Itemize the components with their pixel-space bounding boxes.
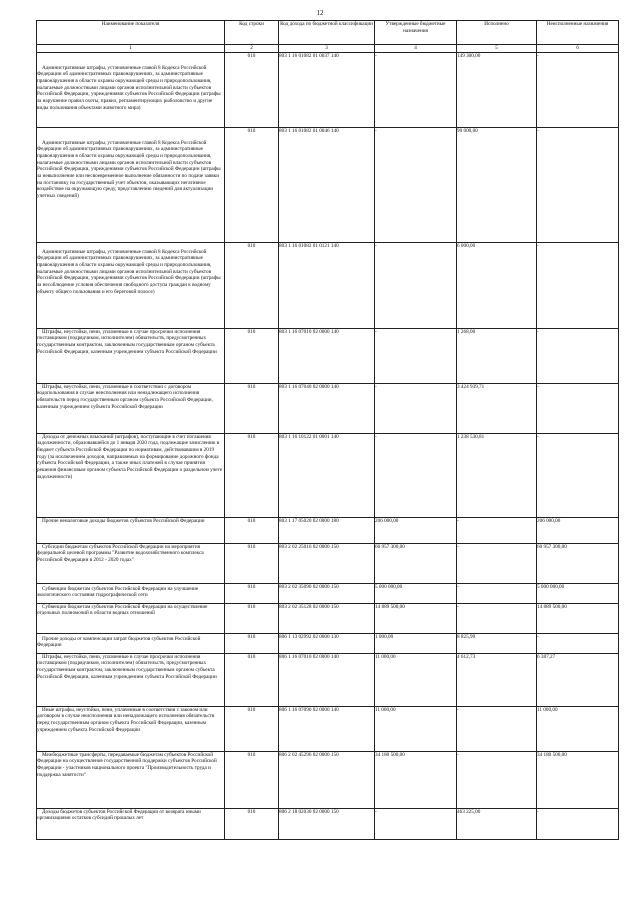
- line-code: 010: [225, 603, 279, 633]
- page-number: 12: [316, 9, 324, 17]
- approved-value: 11 000,00: [375, 706, 457, 751]
- executed-value: -: [457, 706, 537, 751]
- indicator-name: Штрафы, неустойки, пени, уплаченные в случае просрочки исполнения поставщиком (подрядчиком, исполнителем) обязательств, предусмотренных государственным контрактом, заключенным государственным органом субъекта Российской Федерации, казенным учреждением субъекта Российской Федерации: [37, 328, 217, 355]
- executed-value: 149 300,00: [457, 52, 537, 127]
- line-code: 010: [225, 433, 279, 517]
- indicator-name: Доходы от денежных взысканий (штрафов), поступающие в счет погашения задолженности, образовавшейся до 1 января 2020 года, подлежащие зачислению в бюджет субъекта Российской Федерации по нормативам, действовавшим в 2019 году (за исключением доходов, направляемых на формирование дорожного фонда субъекта Российской Федерации, а также иных платежей в случае принятия решения финансовым органом субъекта Российской Федерации о раздельном учете задолженности): [37, 433, 223, 480]
- approved-value: 206 000,00: [375, 517, 457, 543]
- budget-classification-code: 806 1 16 07010 02 0000 140: [279, 653, 375, 706]
- line-code: 010: [225, 543, 279, 583]
- indicator-name: Субвенции бюджетам субъектов Российской Федерации на улучшение экологического состояния гидрографической сети: [37, 585, 199, 599]
- budget-classification-code: 803 1 17 05020 02 0000 180: [279, 517, 375, 543]
- executed-value: 463 225,00: [457, 808, 537, 839]
- line-code: 010: [225, 706, 279, 751]
- indicator-name: Административные штрафы, установленные главой 8 Кодекса Российской Федерации об административных правонарушениях, за административные правонарушения в области охраны окружающей среды и природопользования, налагаемые должностными лицами органов исполнительной власти субъектов Российской Федерации, учреждениями субъектов Российской Федерации (штрафы за несоблюдение условия обеспечения свободного доступа граждан к водному объекту общего пользования и его береговой полосе): [37, 248, 221, 295]
- line-code: 010: [225, 653, 279, 706]
- table-row: [37, 751, 619, 808]
- unexecuted-value: -: [537, 633, 619, 653]
- unexecuted-value: 6 387,27: [537, 653, 619, 706]
- indicator-name: Административные штрафы, установленные главой 8 Кодекса Российской Федерации об административных правонарушениях, за административные правонарушения в области охраны окружающей среды и природопользования, налагаемые должностными лицами органов исполнительной власти субъектов Российской Федерации, учреждениями субъектов Российской Федерации (штрафы за невыполнение или несвоевременное выполнение обязанности по подаче заявки на постановку на государственный учет объектов, оказывающих негативное воздействие на окружающую среду, представлению сведений для актуализации учетных сведений): [37, 139, 221, 199]
- approved-value: 60 957 300,00: [375, 543, 457, 583]
- line-code: 010: [225, 328, 279, 383]
- column-number: 6: [537, 45, 619, 53]
- executed-value: 1 268,00: [457, 328, 537, 383]
- executed-value: -: [457, 517, 537, 543]
- executed-value: 90 000,00: [457, 127, 537, 242]
- indicator-name: Административные штрафы, установленные главой 8 Кодекса Российской Федерации об административных правонарушениях, за административные правонарушения в области охраны окружающей среды и природопользования, налагаемые должностными лицами органов исполнительной власти субъектов Российской Федерации, учреждениями субъектов Российской Федерации (штрафы за нарушение правил охоты, правил, регламентирующих рыболовство и другие виды пользования объектами животного мира): [37, 64, 221, 111]
- executed-value: -: [457, 583, 537, 603]
- column-header-line-code: Код строки: [225, 21, 279, 45]
- budget-classification-code: 803 2 02 35128 02 0000 150: [279, 603, 375, 633]
- unexecuted-value: 5 000 000,00: [537, 583, 619, 603]
- budget-classification-code: 806 1 16 07090 02 0000 140: [279, 706, 375, 751]
- executed-value: 6 000,00: [457, 242, 537, 328]
- executed-value: 1 238 530,81: [457, 433, 537, 517]
- table-row: [37, 517, 619, 543]
- budget-classification-code: 803 1 16 01082 01 0046 140: [279, 127, 375, 242]
- line-code: 010: [225, 633, 279, 653]
- approved-value: -: [375, 808, 457, 839]
- budget-classification-code: 803 1 16 01082 01 0121 140: [279, 242, 375, 328]
- column-number: 2: [225, 45, 279, 53]
- column-header-budget-code: Код дохода по бюджетной классификации: [279, 21, 375, 45]
- approved-value: 34 180 500,00: [375, 751, 457, 808]
- column-header-unexecuted: Неисполненные назначения: [537, 21, 619, 45]
- line-code: 010: [225, 383, 279, 433]
- budget-classification-code: 803 2 02 35090 02 0000 150: [279, 583, 375, 603]
- column-header-indicator: Наименование показателя: [37, 21, 225, 45]
- approved-value: -: [375, 242, 457, 328]
- indicator-name: Межбюджетные трансферты, передаваемые бюджетам субъектов Российской Федерации на осуществление государственной поддержки субъектов Российской Федерации - участников национального проекта "Производительность труда и поддержка занятости": [37, 751, 217, 778]
- header-row: [37, 21, 619, 45]
- indicator-name: Доходы бюджетов субъектов Российской Федерации от возврата иными организациями остатков субсидий прошлых лет: [37, 808, 201, 822]
- indicator-name: Штрафы, неустойки, пени, уплаченные в соответствии с договором водопользования в случае неисполнения или ненадлежащего исполнения обязательств перед государственным органом субъекта Российской Федерации, казенным учреждением субъекта Российской Федерации: [37, 383, 213, 410]
- column-number: 3: [279, 45, 375, 53]
- column-number-row: [37, 45, 619, 53]
- unexecuted-value: 14 889 500,00: [537, 603, 619, 633]
- approved-value: -: [375, 383, 457, 433]
- indicator-name: Иные штрафы, неустойки, пени, уплаченные в соответствии с законом или договором в случае неисполнения или ненадлежащего исполнения обязательств перед государственным органом субъекта Российской Федерации, казенным учреждением субъекта Российской Федерации: [37, 706, 215, 733]
- approved-value: -: [375, 433, 457, 517]
- indicator-name: Субвенции бюджетам субъектов Российской Федерации на осуществление отдельных полномочий в области водных отношений: [37, 603, 208, 617]
- column-number: 5: [457, 45, 537, 53]
- indicator-name: Прочие неналоговые доходы бюджетов субъектов Российской Федерации: [42, 517, 205, 524]
- budget-classification-code: 806 2 02 45296 02 0000 150: [279, 751, 375, 808]
- unexecuted-value: 60 957 300,00: [537, 543, 619, 583]
- unexecuted-value: -: [537, 242, 619, 328]
- approved-value: 5 000 000,00: [375, 583, 457, 603]
- table-row: [37, 603, 619, 633]
- approved-value: 11 000,00: [375, 653, 457, 706]
- executed-value: -: [457, 543, 537, 583]
- line-code: 010: [225, 517, 279, 543]
- executed-value: 4 612,73: [457, 653, 537, 706]
- table-row: [37, 242, 619, 328]
- budget-classification-code: 806 2 18 02030 02 0000 150: [279, 808, 375, 839]
- table-row: [37, 706, 619, 751]
- unexecuted-value: -: [537, 52, 619, 127]
- column-header-executed: Исполнено: [457, 21, 537, 45]
- approved-value: 1 000,00: [375, 633, 457, 653]
- budget-classification-code: 806 1 13 02992 02 0000 130: [279, 633, 375, 653]
- table-row: [37, 52, 619, 127]
- approved-value: -: [375, 52, 457, 127]
- revenue-report-table: [36, 20, 619, 840]
- approved-value: -: [375, 328, 457, 383]
- table-row: [37, 808, 619, 839]
- unexecuted-value: 11 000,00: [537, 706, 619, 751]
- unexecuted-value: 206 000,00: [537, 517, 619, 543]
- line-code: 010: [225, 583, 279, 603]
- budget-classification-code: 803 2 02 25016 02 0000 150: [279, 543, 375, 583]
- unexecuted-value: -: [537, 127, 619, 242]
- approved-value: -: [375, 127, 457, 242]
- column-number: 1: [37, 45, 225, 53]
- line-code: 010: [225, 52, 279, 127]
- budget-classification-code: 803 1 16 07040 02 0000 140: [279, 383, 375, 433]
- budget-classification-code: 803 1 16 07010 02 0000 140: [279, 328, 375, 383]
- table-row: [37, 433, 619, 517]
- table-row: [37, 383, 619, 433]
- table-row: [37, 633, 619, 653]
- indicator-name: Прочие доходы от компенсации затрат бюджетов субъектов Российской Федерации: [37, 635, 201, 649]
- table-row: [37, 583, 619, 603]
- column-header-approved: Утвержденные бюджетные назначения: [375, 21, 457, 45]
- unexecuted-value: -: [537, 383, 619, 433]
- table-row: [37, 543, 619, 583]
- budget-classification-code: 803 1 16 10122 01 0001 140: [279, 433, 375, 517]
- executed-value: -: [457, 751, 537, 808]
- indicator-name: Субсидии бюджетам субъектов Российской Федерации на мероприятия федеральной целевой программы "Развитие водохозяйственного комплекса Российской Федерации в 2012 - 2020 годах": [37, 543, 204, 563]
- table-row: [37, 328, 619, 383]
- executed-value: -: [457, 603, 537, 633]
- executed-value: 8 825,99: [457, 633, 537, 653]
- executed-value: 3 424 939,71: [457, 383, 537, 433]
- approved-value: 14 889 500,00: [375, 603, 457, 633]
- line-code: 010: [225, 808, 279, 839]
- unexecuted-value: -: [537, 433, 619, 517]
- column-number: 4: [375, 45, 457, 53]
- table-row: [37, 127, 619, 242]
- table-row: [37, 653, 619, 706]
- line-code: 010: [225, 751, 279, 808]
- unexecuted-value: -: [537, 808, 619, 839]
- line-code: 010: [225, 127, 279, 242]
- indicator-name: Штрафы, неустойки, пени, уплаченные в случае просрочки исполнения поставщиком (подрядчиком, исполнителем) обязательств, предусмотренных государственным контрактом, заключенным государственным органом субъекта Российской Федерации, казенным учреждением субъекта Российской Федерации: [37, 653, 217, 680]
- budget-classification-code: 803 1 16 01082 01 0037 140: [279, 52, 375, 127]
- line-code: 010: [225, 242, 279, 328]
- unexecuted-value: 34 180 500,00: [537, 751, 619, 808]
- unexecuted-value: -: [537, 328, 619, 383]
